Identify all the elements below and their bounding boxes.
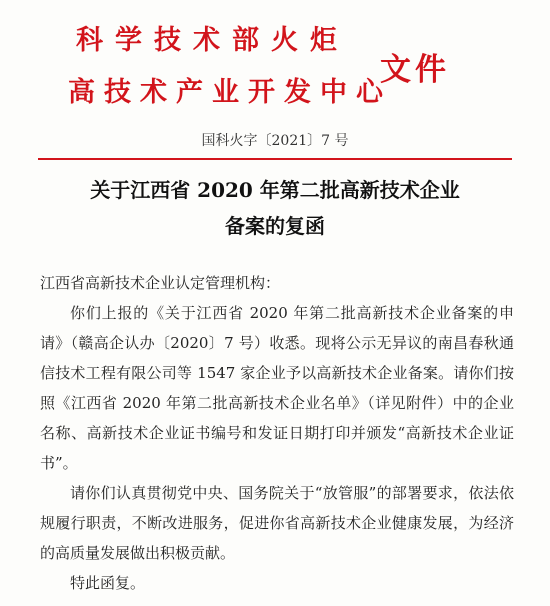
addressee: 江西省高新技术企业认定管理机构： bbox=[40, 274, 281, 292]
closing-line: 特此函复。 bbox=[70, 574, 146, 592]
document-number: 国科火字〔2021〕7 号 bbox=[201, 133, 349, 149]
document-body bbox=[40, 268, 514, 598]
document-title bbox=[0, 172, 550, 244]
body-paragraph-2: 请你们认真贯彻党中央、国务院关于“放管服”的部署要求，依法依规履行职责，不断改进服务，促进你省高新技术企业健康发展，为经济的高质量发展做出积极贡献。 bbox=[40, 484, 514, 562]
body-paragraph-1: 你们上报的《关于江西省 2020 年第二批高新技术企业备案的申请》（赣高企认办〔2020〕7 号）收悉。现将公示无异议的南昌春秋通信技术工程有限公司等 1547 家企业予以高新技术企业备案。请你们按照《江西省 2020 年第二批高新技术企业名单》（详见附件）中的企业名称、高新技术企业证书编号和发证日期打印并颁发“高新技术企业证书”。 bbox=[40, 304, 514, 472]
document-type-label: 文件 bbox=[380, 52, 450, 88]
title-line-2: 备案的复函 bbox=[225, 214, 325, 238]
header-divider bbox=[38, 158, 512, 160]
issuing-org-line-2: 高技术产业开发中心 bbox=[68, 77, 392, 108]
document-header bbox=[0, 0, 550, 160]
issuing-org-line-1: 科学技术部火炬 bbox=[76, 25, 349, 56]
title-line-1: 关于江西省 2020 年第二批高新技术企业 bbox=[90, 178, 460, 202]
